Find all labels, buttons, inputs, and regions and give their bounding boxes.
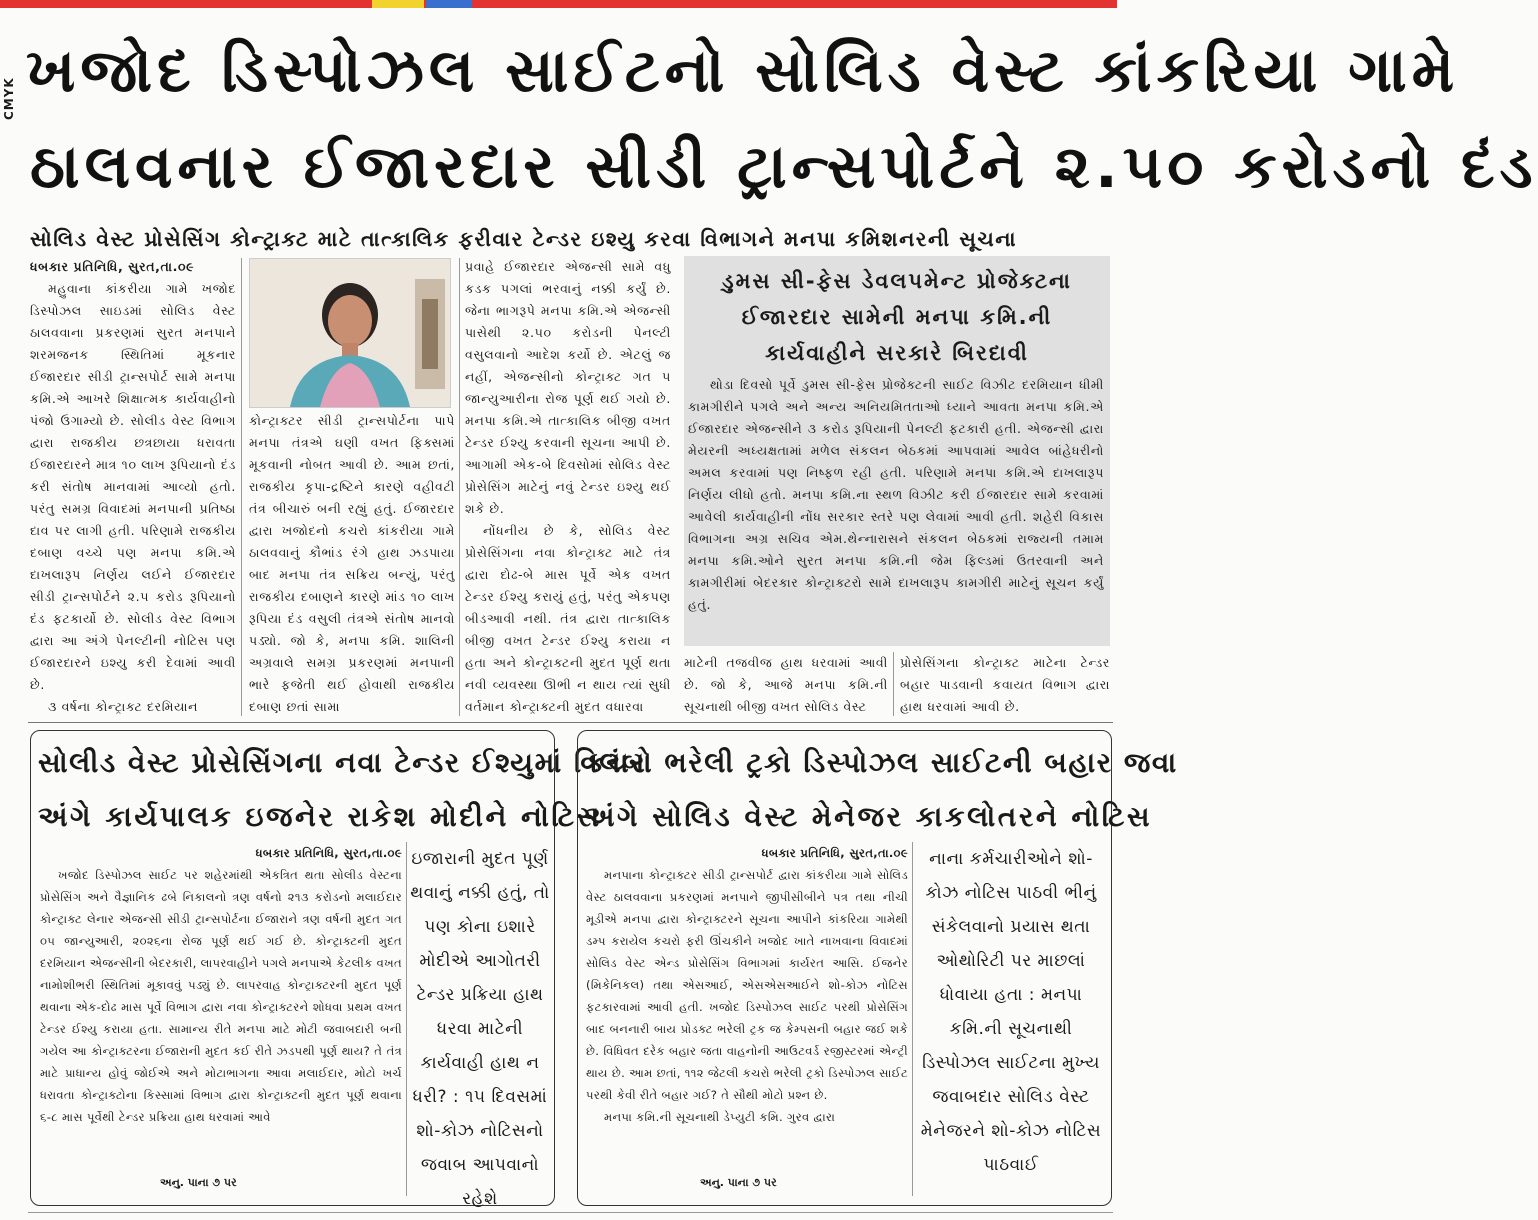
column-rule [459,258,460,716]
story2-headline-line1: સોલીડ વેસ્ટ પ્રોસેસિંગના નવા ટેન્ડર ઈશ્યુમાં વિલંબ [38,746,646,779]
story3-body-tail: મનપા કમિ.ની સૂચનાથી ડેપ્યુટી કમિ. ગુરવ દ્વારા [604,1110,836,1124]
main-col3-text-2: નોંધનીય છે કે, સોલિડ વેસ્ટ પ્રોસેસિંગના નવા કોન્ટ્રાક્ટ માટે તંત્ર દ્વારા દોઢ-બે માસ પૂર્વે એક વખત ટેન્ડર ઈશ્યુ કરાયું હતું, પરંતુ એકપણ બીડઆવી નથી. તંત્ર દ્વારા તાત્કાલિક બીજી વખત ટેન્ડર ઈશ્યુ કરાયા ન હતા અને કોન્ટ્રાક્ટની મુદત પૂર્ણ થતા નવી વ્યવસ્થા ઊભી ન થાય ત્યાં સુધી વર્તમાન કોન્ટ્રાક્ટની મુદત વધારવા [465,523,671,714]
main-story-column-5 [900,652,1110,718]
top-red-strip [0,0,1117,8]
main-col1-tail: ૩ વર્ષના કોન્ટ્રાક્ટ દરમિયાન [48,699,199,714]
column-rule [912,842,913,1196]
story3-headline-line2: અંગે સોલિડ વેસ્ટ મેનેજર કાકલોતરને નોટિસ [585,800,1153,833]
main-story-column-4 [684,652,888,718]
top-color-chip [372,0,424,8]
main-col4-text: માટેની તજવીજ હાથ ધરવામાં આવી છે. જો કે, આજે મનપા કમિ.ની સૂચનાથી બીજી વખત સોલિડ વેસ્ટ [684,655,888,714]
main-byline: ધબકાર પ્રતિનિધિ, સુરત,તા.૦૯ [30,259,195,274]
story2-body-column [40,842,402,1172]
story2-byline: ધબકાર પ્રતિનિધિ, સુરત,તા.૦૯ [255,846,402,860]
main-headline-line2: ઠાલવનાર ઈજારદાર સીડી ટ્રાન્સપોર્ટને ૨.૫૦ કરોડનો દંડ [30,132,1538,202]
story3-body-text: મનપાના કોન્ટ્રાક્ટર સીડી ટ્રાન્સપોર્ટ દ્વારા કાંકરીયા ગામે સોલિડ વેસ્ટ ઠાલવવાના પ્રકરણમાં મનપાને જીપીસીબીને પત્ર તથા નીચી મૂડીએ મનપા દ્વારા કોન્ટ્રાક્ટરને સૂચના આપીને કાંકરિયા ગામેથી ડમ્પ કરાયેલ કચરો ફરી ઊંચકીને ખજોદ ખાતે નાખવાના વિવાદમાં સોલિડ વેસ્ટ એન્ડ પ્રોસેસિંગ વિભાગમાં કાર્યરત આસિ. ઈજનેર (મિકેનિકલ) તથા એસઆઈ, એસએસઆઈને શો-કોઝ નોટિસ ફટકારવામાં આવી હતી. ખજોદ ડિસ્પોઝલ સાઈટ પરથી પ્રોસેસિંગ બાદ બનનારી બાય પ્રોડક્ટ ભરેલી ટ્રક જ કેમ્પસની બહાર જઈ શકે છે. વિધિવત દરેક બહાર જતા વાહનોની આઉટવર્ડ રજીસ્ટરમાં એન્ટ્રી થાય છે. આમ છતાં, ૧૧૨ જેટલી કચરો ભરેલી ટ્રકો ડિસ્પોઝલ સાઈટ પરથી કેવી રીતે બહાર ગઈ? તે સૌથી મોટો પ્રશ્ન છે. [586,868,908,1102]
main-story-column-1 [30,256,236,718]
column-rule [406,842,407,1196]
main-col2-text: કોન્ટ્રાક્ટર સીડી ટ્રાન્સપોર્ટના પાપે મનપા તંત્રએ ઘણી વખત ફિક્સમાં મૂકવાની નોબત આવી છે. આમ છતાં, રાજકીય કૃપા-દ્રષ્ટિને કારણે વહીવટી તંત્ર બીચારું બની રહ્યું હતું. ઈજારદાર દ્વારા ખજોદનો કચરો કાંકરીયા ગામે ઠાલવવાનું કૌભાંડ રંગે હાથ ઝડપાયા બાદ મનપા તંત્ર સક્રિય બન્યું, પરંતુ રાજકીય દબાણને કારણે માંડ ૧૦ લાખ રૂપિયા દંડ વસુલી તંત્રએ સંતોષ માનવો પડ્યો. જો કે, મનપા કમિ. શાલિની અગ્રવાલે સમગ્ર પ્રકરણમાં મનપાની ભારે ફજેતી થઈ હોવાથી રાજકીય દબાણ છતાં સામા [249,413,455,714]
story3-continued: અનુ. પાના ૭ પર [700,1176,777,1189]
column-rule [241,258,242,716]
story3-pullquote: નાના કર્મચારીઓને શો-કોઝ નોટિસ પાઠવી ભીનું સંકેલવાનો પ્રયાસ થતા ઓથોરિટી પર માછલાં ધોવાયા હતા : મનપા કમિ.ની સૂચનાથી ડિસ્પોઝલ સાઈટના મુખ્ય જવાબદાર સોલિડ વેસ્ટ મેનેજરને શો-કોઝ નોટિસ પાઠવાઈ [920,849,1102,1175]
bottom-rule [28,1212,1113,1213]
main-story-column-2 [249,410,455,718]
story3-headline-line1: કચરો ભરેલી ટ્રકો ડિસ્પોઝલ સાઈટની બહાર જવા [585,746,1178,779]
sidebar-body [688,374,1104,616]
main-story-column-3 [465,256,671,718]
top-color-chip [426,0,472,8]
sidebar-box [684,256,1110,646]
story3-byline: ધબકાર પ્રતિનિધિ, સુરત,તા.૦૯ [761,846,908,860]
sidebar-title-line1: ડુમસ સી-ફેસ ડેવલપમેન્ટ પ્રોજેક્ટના [722,269,1072,293]
main-subheadline: સોલિડ વેસ્ટ પ્રોસેસિંગ કોન્ટ્રાક્ટ માટે તાત્કાલિક ફરીવાર ટેન્ડર ઇશ્યુ કરવા વિભાગને મનપા કમિશનરની સૂચના [30,227,1018,251]
story2-pullquote: ઇજારાની મુદત પૂર્ણ થવાનું નક્કી હતું, તો પણ કોના ઇશારે મોદીએ આગોતરી ટેન્ડર પ્રક્રિયા હાથ ધરવા માટેની કાર્યવાહી હાથ ન ધરી? : ૧૫ દિવસમાં શો-કોઝ નોટિસનો જવાબ આપવાનો રહેશે [410,849,550,1209]
sidebar-title-line2: ઈજારદાર સામેની મનપા કમિ.ની [741,305,1053,329]
sidebar-body-text: થોડા દિવસો પૂર્વે ડુમસ સી-ફેસ પ્રોજેક્ટની સાઈટ વિઝીટ દરમિયાન ધીમી કામગીરીને પગલે અને અન્ય અનિયમિતતાઓ ધ્યાને આવતા મનપા કમિ.એ ઈજારદાર એજન્સીને ૩ કરોડ રૂપિયાની પેનલ્ટી ફટકારી હતી. એજન્સી દ્વારા મેયરની અધ્યક્ષતામાં મળેલ સંકલન બેઠકમાં આપવામાં આવેલ બાંહેધરીનો અમલ કરવામાં પણ નિષ્ફળ રહી હતી. પરિણામે મનપા કમિ.એ દાખલારૂપ નિર્ણય લીધો હતો. મનપા કમિ.ના સ્થળ વિઝીટ કરી ઈજારદાર સામે કરવામાં આવેલી કાર્યવાહીની નોંધ સરકાર સ્તરે પણ લેવામાં આવી હતી. શહેરી વિકાસ વિભાગના અગ્ર સચિવ એમ.થેન્નારાસને સંકલન બેઠકમાં રાજ્યની તમામ મનપા કમિ.ઓને સુરત મનપા કમિ.ની જેમ ફિલ્ડમાં ઉતરવાની અને કામગીરીમાં બેદરકાર કોન્ટ્રાક્ટરો સામે દાખલારૂપ કામગીરી માટેનું સૂચન કર્યું હતું. [688,377,1104,612]
column-rule [893,652,894,716]
story2-headline-line2: અંગે કાર્યપાલક ઇજનેર રાકેશ મોદીને નોટિસ [38,800,602,833]
main-col5-text: પ્રોસેસિંગના કોન્ટ્રાક્ટ માટેના ટેન્ડર બહાર પાડવાની કવાયત વિભાગ દ્વારા હાથ ધરવામાં આવી છે. [900,655,1110,714]
story2-continued: અનુ. પાના ૭ પર [160,1176,237,1189]
sidebar-title-line3: કાર્યવાહીને સરકારે બિરદાવી [765,341,1029,365]
main-col1-text: મહુવાના કાંકરીયા ગામે ખજોદ ડિસ્પોઝલ સાઇડમાં સોલિડ વેસ્ટ ઠાલવવાના પ્રકરણમાં સુરત મનપાને શરમજનક સ્થિતિમાં મૂકનાર ઈજારદાર સીડી ટ્રાન્સપોર્ટ સામે મનપા કમિ.એ આખરે શિક્ષાત્મક કાર્યવાહીનો પંજો ઉગામ્યો છે. સોલીડ વેસ્ટ વિભાગ દ્વારા રાજકીય છત્રછાયા ધરાવતા ઈજારદારને માત્ર ૧૦ લાખ રૂપિયાનો દંડ કરી સંતોષ માનવામાં આવ્યો હતો. પરંતુ સમગ્ર વિવાદમાં મનપાની પ્રતિષ્ઠા દાવ પર લાગી હતી. પરિણામે રાજકીય દબાણ વચ્ચે પણ મનપા કમિ.એ દાખલારૂપ નિર્ણય લઈને ઈજારદાર સીડી ટ્રાન્સપોર્ટને ૨.૫ કરોડ રૂપિયાનો દંડ ફટકાર્યો છે. સોલીડ વેસ્ટ વિભાગ દ્વારા આ અંગે પેનલ્ટીની નોટિસ પણ ઈજારદારને ઇશ્યુ કરી દેવામાં આવી છે. [30,281,236,692]
main-headline-line1: ખજોદ ડિસ્પોઝલ સાઈટનો સોલિડ વેસ્ટ કાંકરિયા ગામે [26,36,1460,106]
commissioner-photo [249,258,451,408]
section-divider [28,722,1113,723]
story3-body-column [586,842,908,1174]
story2-body-text: ખજોદ ડિસ્પોઝલ સાઈટ પર શહેરમાંથી એકત્રિત થતા સોલીડ વેસ્ટના પ્રોસેસિંગ અને વૈજ્ઞાનિક ઢબે નિકાલનો ત્રણ વર્ષનો ૨૧૩ કરોડનો મલાઈદાર કોન્ટ્રાક્ટ લેનાર એજન્સી સીડી ટ્રાન્સપોર્ટના ઈજારાને ત્રણ વર્ષની મુદત ગત ૦૫ જાન્યુઆરી, ૨૦૨૬ના રોજ પૂર્ણ થઈ ગઈ છે. કોન્ટ્રાક્ટની મુદત દરમિયાન એજન્સીની બેદરકારી, લાપરવાહીને પગલે મનપાએ કેટલીક વખત નામોશીભરી સ્થિતિમાં મૂકાવવું પડ્યું છે. લાપરવાહ કોન્ટ્રાક્ટરની મુદત પૂર્ણ થવાના એક-દોઢ માસ પૂર્વે વિભાગ દ્વારા નવા કોન્ટ્રાક્ટરને શોધવા પ્રથમ વખત ટેન્ડર ઈશ્યુ કરાયા હતા. સામાન્ય રીતે મનપા માટે મોટી જવાબદારી બની ગયેલ આ કોન્ટ્રાક્ટરના ઈજારાની મુદત કઈ રીતે ઝડપથી પૂર્ણ થાય? તે તંત્ર માટે પ્રાધાન્ય હોવું જોઈએ અને મોટાભાગના આવા મલાઈદાર, મોટો ખર્ચ ધરાવતા કોન્ટ્રાક્ટોના કિસ્સામાં વિભાગ દ્વારા કોન્ટ્રાક્ટની મુદત પૂર્ણ થવાના ૬-૮ માસ પૂર્વેથી ટેન્ડર પ્રક્રિયા હાથ ધરવામાં આવે [40,868,402,1124]
main-col3-text: પ્રવાહે ઈજારદાર એજન્સી સામે વધુ કડક પગલાં ભરવાનું નક્કી કર્યું છે. જેના ભાગરૂપે મનપા કમિ.એ એજન્સી પાસેથી ૨.૫૦ કરોડની પેનલ્ટી વસુલવાનો આદેશ કર્યો છે. એટલું જ નહીં, એજન્સીનો કોન્ટ્રાક્ટ ગત ૫ જાન્યુઆરીના રોજ પૂર્ણ થઈ ગયો છે. મનપા કમિ.એ તાત્કાલિક બીજી વખત ટેન્ડર ઈશ્યુ કરવાની સૂચના આપી છે. આગામી એક-બે દિવસોમાં સોલિડ વેસ્ટ પ્રોસેસિંગ માટેનું નવું ટેન્ડર ઇશ્યુ થઈ શકે છે. [465,259,671,516]
cmyk-registration-mark: CMYK [2,77,16,120]
